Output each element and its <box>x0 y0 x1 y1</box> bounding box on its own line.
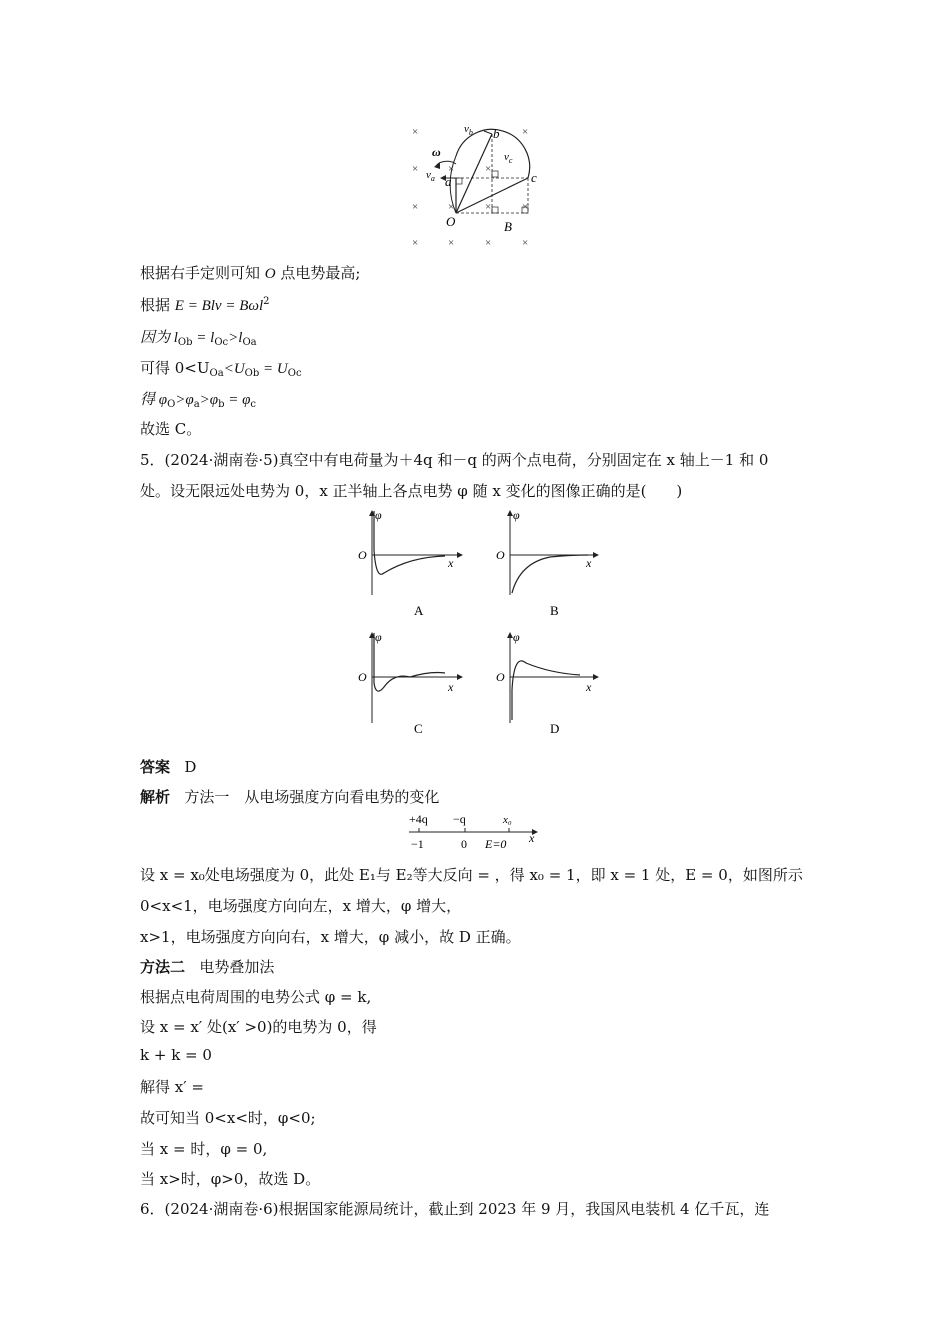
svg-text:x: x <box>586 680 592 694</box>
solution-line-8: 故可知当 0<x<时，φ<0; <box>140 1109 316 1127</box>
svg-text:O: O <box>496 548 505 562</box>
solution-line-4: 根据点电荷周围的电势公式 φ = k, <box>140 988 372 1006</box>
option-label-D: D <box>550 721 560 736</box>
method-2-heading: 方法二 电势叠加法 <box>140 958 275 976</box>
text-line-6: 故选 C。 <box>140 420 202 438</box>
svg-text:×: × <box>412 237 419 249</box>
solution-line-9: 当 x = 时，φ = 0, <box>140 1140 268 1158</box>
charge-axis-figure <box>405 810 550 854</box>
label-vb: $v_b$ <box>464 123 473 137</box>
svg-text:×: × <box>522 126 529 138</box>
graph-options <box>350 505 610 745</box>
graph-C <box>358 630 462 736</box>
label-b: b <box>493 126 500 141</box>
svg-text:φ: φ <box>513 630 520 644</box>
label-omega: ω <box>432 145 441 159</box>
solution-line-5: 设 x = x′ 处(x′ >0)的电势为 0，得 <box>140 1018 377 1036</box>
option-label-C: C <box>414 721 423 736</box>
svg-text:x: x <box>448 556 454 570</box>
analysis-line: 解析 方法一 从电场强度方向看电势的变化 <box>140 788 440 806</box>
option-label-B: B <box>550 603 559 618</box>
svg-text:×: × <box>448 163 455 175</box>
label-vc: $v_c$ <box>504 151 513 165</box>
svg-text:O: O <box>358 548 367 562</box>
svg-text:x₀: x₀ <box>503 814 512 826</box>
svg-text:×: × <box>448 201 455 213</box>
svg-text:×: × <box>485 201 492 213</box>
svg-text:O: O <box>358 670 367 684</box>
text-line-2: 根据 E = Blv = Bωl$^2$ <box>140 296 270 314</box>
question-6-line-1: 6．(2024·湖南卷·6)根据国家能源局统计，截止到 2023 年 9 月，我国风电装机 4 亿千瓦，连 <box>140 1200 770 1218</box>
svg-text:×: × <box>412 126 419 138</box>
svg-text:x: x <box>586 556 592 570</box>
graph-A <box>358 508 462 618</box>
text-line-4: 可得 $0<U_{Oa}<U_{Ob} = U_{Oc}$ <box>140 359 302 379</box>
svg-text:x: x <box>529 831 535 845</box>
svg-text:−1: −1 <box>411 837 424 851</box>
text-line-1: 根据右手定则可知 O 点电势最高; <box>140 264 361 282</box>
svg-text:O: O <box>496 670 505 684</box>
solution-line-7: 解得 x′ = <box>140 1078 204 1096</box>
svg-text:φ: φ <box>513 508 520 522</box>
rotating-rod-figure <box>400 118 550 253</box>
label-B: B <box>504 219 512 234</box>
label-O: O <box>446 214 456 229</box>
graph-D <box>496 630 598 736</box>
svg-text:×: × <box>448 237 455 249</box>
label-c: c <box>531 170 537 185</box>
solution-line-1: 设 x = x₀处电场强度为 0，此处 E₁与 E₂等大反向 = ，得 x₀ = 1，即 x = 1 处，E = 0，如图所示 <box>140 866 803 884</box>
question-5-line-2: 处。设无限远处电势为 0，x 正半轴上各点电势 φ 随 x 变化的图像正确的是( ) <box>140 482 683 500</box>
text-line-5: 得 $\varphi_O>\varphi_a>\varphi_b = \varphi_c$ <box>140 392 257 410</box>
solution-line-10: 当 x>时，φ>0，故选 D。 <box>140 1170 321 1188</box>
solution-line-3: x>1，电场强度方向向右，x 增大，φ 减小，故 D 正确。 <box>140 928 521 946</box>
label-a: a <box>445 174 452 189</box>
solution-line-6: k + k = 0 <box>140 1046 212 1064</box>
question-5-line-1: 5．(2024·湖南卷·5)真空中有电荷量为＋4q 和－q 的两个点电荷，分别固定在 x 轴上－1 和 0 <box>140 451 769 469</box>
svg-text:E=0: E=0 <box>485 837 507 851</box>
graph-B <box>496 508 598 618</box>
svg-text:φ: φ <box>375 630 382 644</box>
svg-text:0: 0 <box>461 837 467 851</box>
option-label-A: A <box>414 603 424 618</box>
label-va: $v_a$ <box>426 169 435 183</box>
svg-text:φ: φ <box>375 508 382 522</box>
answer-line: 答案 D <box>140 758 197 776</box>
svg-text:x: x <box>448 680 454 694</box>
svg-text:×: × <box>485 237 492 249</box>
text-line-3: 因为 $l_{Ob} = l_{Oc}>l_{Oa}$ <box>140 330 257 348</box>
svg-text:×: × <box>412 163 419 175</box>
svg-text:×: × <box>412 201 419 213</box>
svg-text:×: × <box>485 163 492 175</box>
solution-line-2: 0<x<1，电场强度方向向左，x 增大，φ 增大， <box>140 897 462 915</box>
svg-text:−q: −q <box>453 812 466 826</box>
svg-text:×: × <box>522 201 529 213</box>
svg-text:×: × <box>522 237 529 249</box>
svg-text:+4q: +4q <box>409 812 428 826</box>
